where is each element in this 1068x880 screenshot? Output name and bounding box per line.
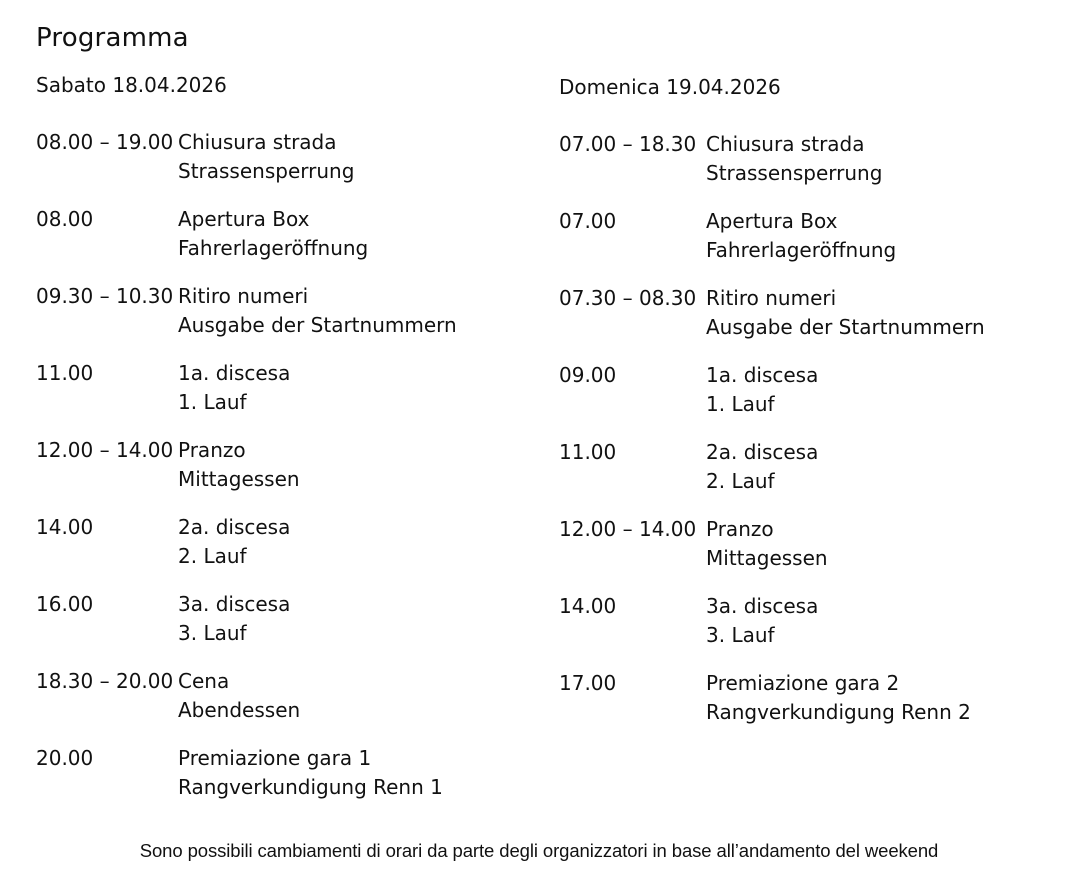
entry-labels — [178, 282, 457, 359]
entry-labels — [178, 590, 290, 667]
day-schedule-saturday — [36, 71, 536, 821]
entry-labels — [706, 361, 818, 438]
schedule-entry — [36, 744, 536, 821]
entry-labels — [178, 513, 290, 590]
day-heading: Sabato 18.04.2026 — [36, 73, 227, 97]
schedule-list — [36, 128, 536, 821]
entry-labels — [178, 205, 368, 282]
schedule-entry — [36, 667, 536, 744]
schedule-change-notice: Sono possibili cambiamenti di orari da parte degli organizzatori in base all’andamento del weekend — [139, 840, 939, 861]
entry-label-italian: Ritiro numeri — [178, 284, 309, 308]
entry-label-italian: 2a. discesa — [706, 440, 819, 464]
entry-labels — [178, 667, 300, 744]
entry-time: 20.00 — [36, 746, 94, 770]
schedule-entry — [559, 130, 1059, 207]
entry-label-german: Mittagessen — [178, 466, 300, 491]
schedule-entry — [36, 359, 536, 436]
entry-label-italian: Apertura Box — [706, 209, 838, 233]
entry-label-german: Ausgabe der Startnummern — [706, 314, 985, 339]
entry-label-german: Rangverkundigung Renn 1 — [178, 774, 443, 799]
entry-labels — [706, 130, 882, 207]
entry-time: 07.00 — [559, 209, 617, 233]
schedule-entry — [36, 128, 536, 205]
entry-time: 07.00 – 18.30 — [559, 132, 697, 156]
entry-label-italian: Ritiro numeri — [706, 286, 837, 310]
schedule-entry — [36, 590, 536, 667]
day-schedule-sunday — [559, 73, 1059, 746]
entry-label-german: Abendessen — [178, 697, 301, 722]
entry-label-german: 2. Lauf — [706, 468, 775, 493]
schedule-entry — [559, 284, 1059, 361]
entry-label-italian: 1a. discesa — [178, 361, 291, 385]
entry-time: 09.30 – 10.30 — [36, 284, 174, 308]
entry-label-german: Ausgabe der Startnummern — [178, 312, 457, 337]
schedule-entry — [36, 205, 536, 282]
entry-labels — [178, 128, 354, 205]
entry-time: 07.30 – 08.30 — [559, 286, 697, 310]
entry-label-italian: Chiusura strada — [178, 130, 337, 154]
entry-label-german: 1. Lauf — [178, 389, 247, 414]
entry-label-german: Fahrerlageröffnung — [706, 237, 897, 262]
entry-labels — [706, 592, 818, 669]
schedule-entry — [559, 515, 1059, 592]
entry-time: 08.00 — [36, 207, 94, 231]
entry-time: 09.00 — [559, 363, 617, 387]
entry-label-german: 3. Lauf — [706, 622, 775, 647]
entry-time: 14.00 — [559, 594, 617, 618]
schedule-entry — [36, 282, 536, 359]
entry-labels — [178, 744, 443, 821]
entry-label-italian: 3a. discesa — [178, 592, 291, 616]
entry-labels — [178, 359, 290, 436]
entry-label-italian: 3a. discesa — [706, 594, 819, 618]
entry-label-italian: Premiazione gara 2 — [706, 671, 900, 695]
entry-label-italian: 1a. discesa — [706, 363, 819, 387]
schedule-list — [559, 130, 1059, 746]
entry-label-italian: Chiusura strada — [706, 132, 865, 156]
schedule-entry — [559, 361, 1059, 438]
page-title: Programma — [36, 23, 189, 53]
schedule-entry — [559, 669, 1059, 746]
entry-time: 11.00 — [36, 361, 94, 385]
entry-time: 14.00 — [36, 515, 94, 539]
entry-time: 16.00 — [36, 592, 94, 616]
schedule-entry — [559, 207, 1059, 284]
entry-time: 12.00 – 14.00 — [36, 438, 174, 462]
entry-label-italian: Pranzo — [178, 438, 246, 462]
entry-label-italian: Apertura Box — [178, 207, 310, 231]
schedule-entry — [559, 438, 1059, 515]
entry-label-german: 3. Lauf — [178, 620, 247, 645]
entry-labels — [706, 207, 896, 284]
day-heading: Domenica 19.04.2026 — [559, 75, 781, 99]
entry-time: 08.00 – 19.00 — [36, 130, 174, 154]
entry-label-german: 1. Lauf — [706, 391, 775, 416]
entry-time: 18.30 – 20.00 — [36, 669, 174, 693]
entry-label-italian: Premiazione gara 1 — [178, 746, 372, 770]
entry-label-german: 2. Lauf — [178, 543, 247, 568]
entry-time: 12.00 – 14.00 — [559, 517, 697, 541]
entry-label-german: Rangverkundigung Renn 2 — [706, 699, 971, 724]
schedule-entry — [36, 513, 536, 590]
entry-labels — [706, 515, 828, 592]
entry-label-german: Mittagessen — [706, 545, 828, 570]
entry-time: 11.00 — [559, 440, 617, 464]
entry-label-italian: Pranzo — [706, 517, 774, 541]
entry-labels — [178, 436, 300, 513]
entry-label-german: Strassensperrung — [706, 160, 883, 185]
entry-labels — [706, 438, 818, 515]
schedule-entry — [36, 436, 536, 513]
entry-time: 17.00 — [559, 671, 617, 695]
entry-label-italian: 2a. discesa — [178, 515, 291, 539]
entry-labels — [706, 284, 985, 361]
entry-label-german: Fahrerlageröffnung — [178, 235, 369, 260]
entry-labels — [706, 669, 971, 746]
entry-label-german: Strassensperrung — [178, 158, 355, 183]
entry-label-italian: Cena — [178, 669, 230, 693]
schedule-entry — [559, 592, 1059, 669]
